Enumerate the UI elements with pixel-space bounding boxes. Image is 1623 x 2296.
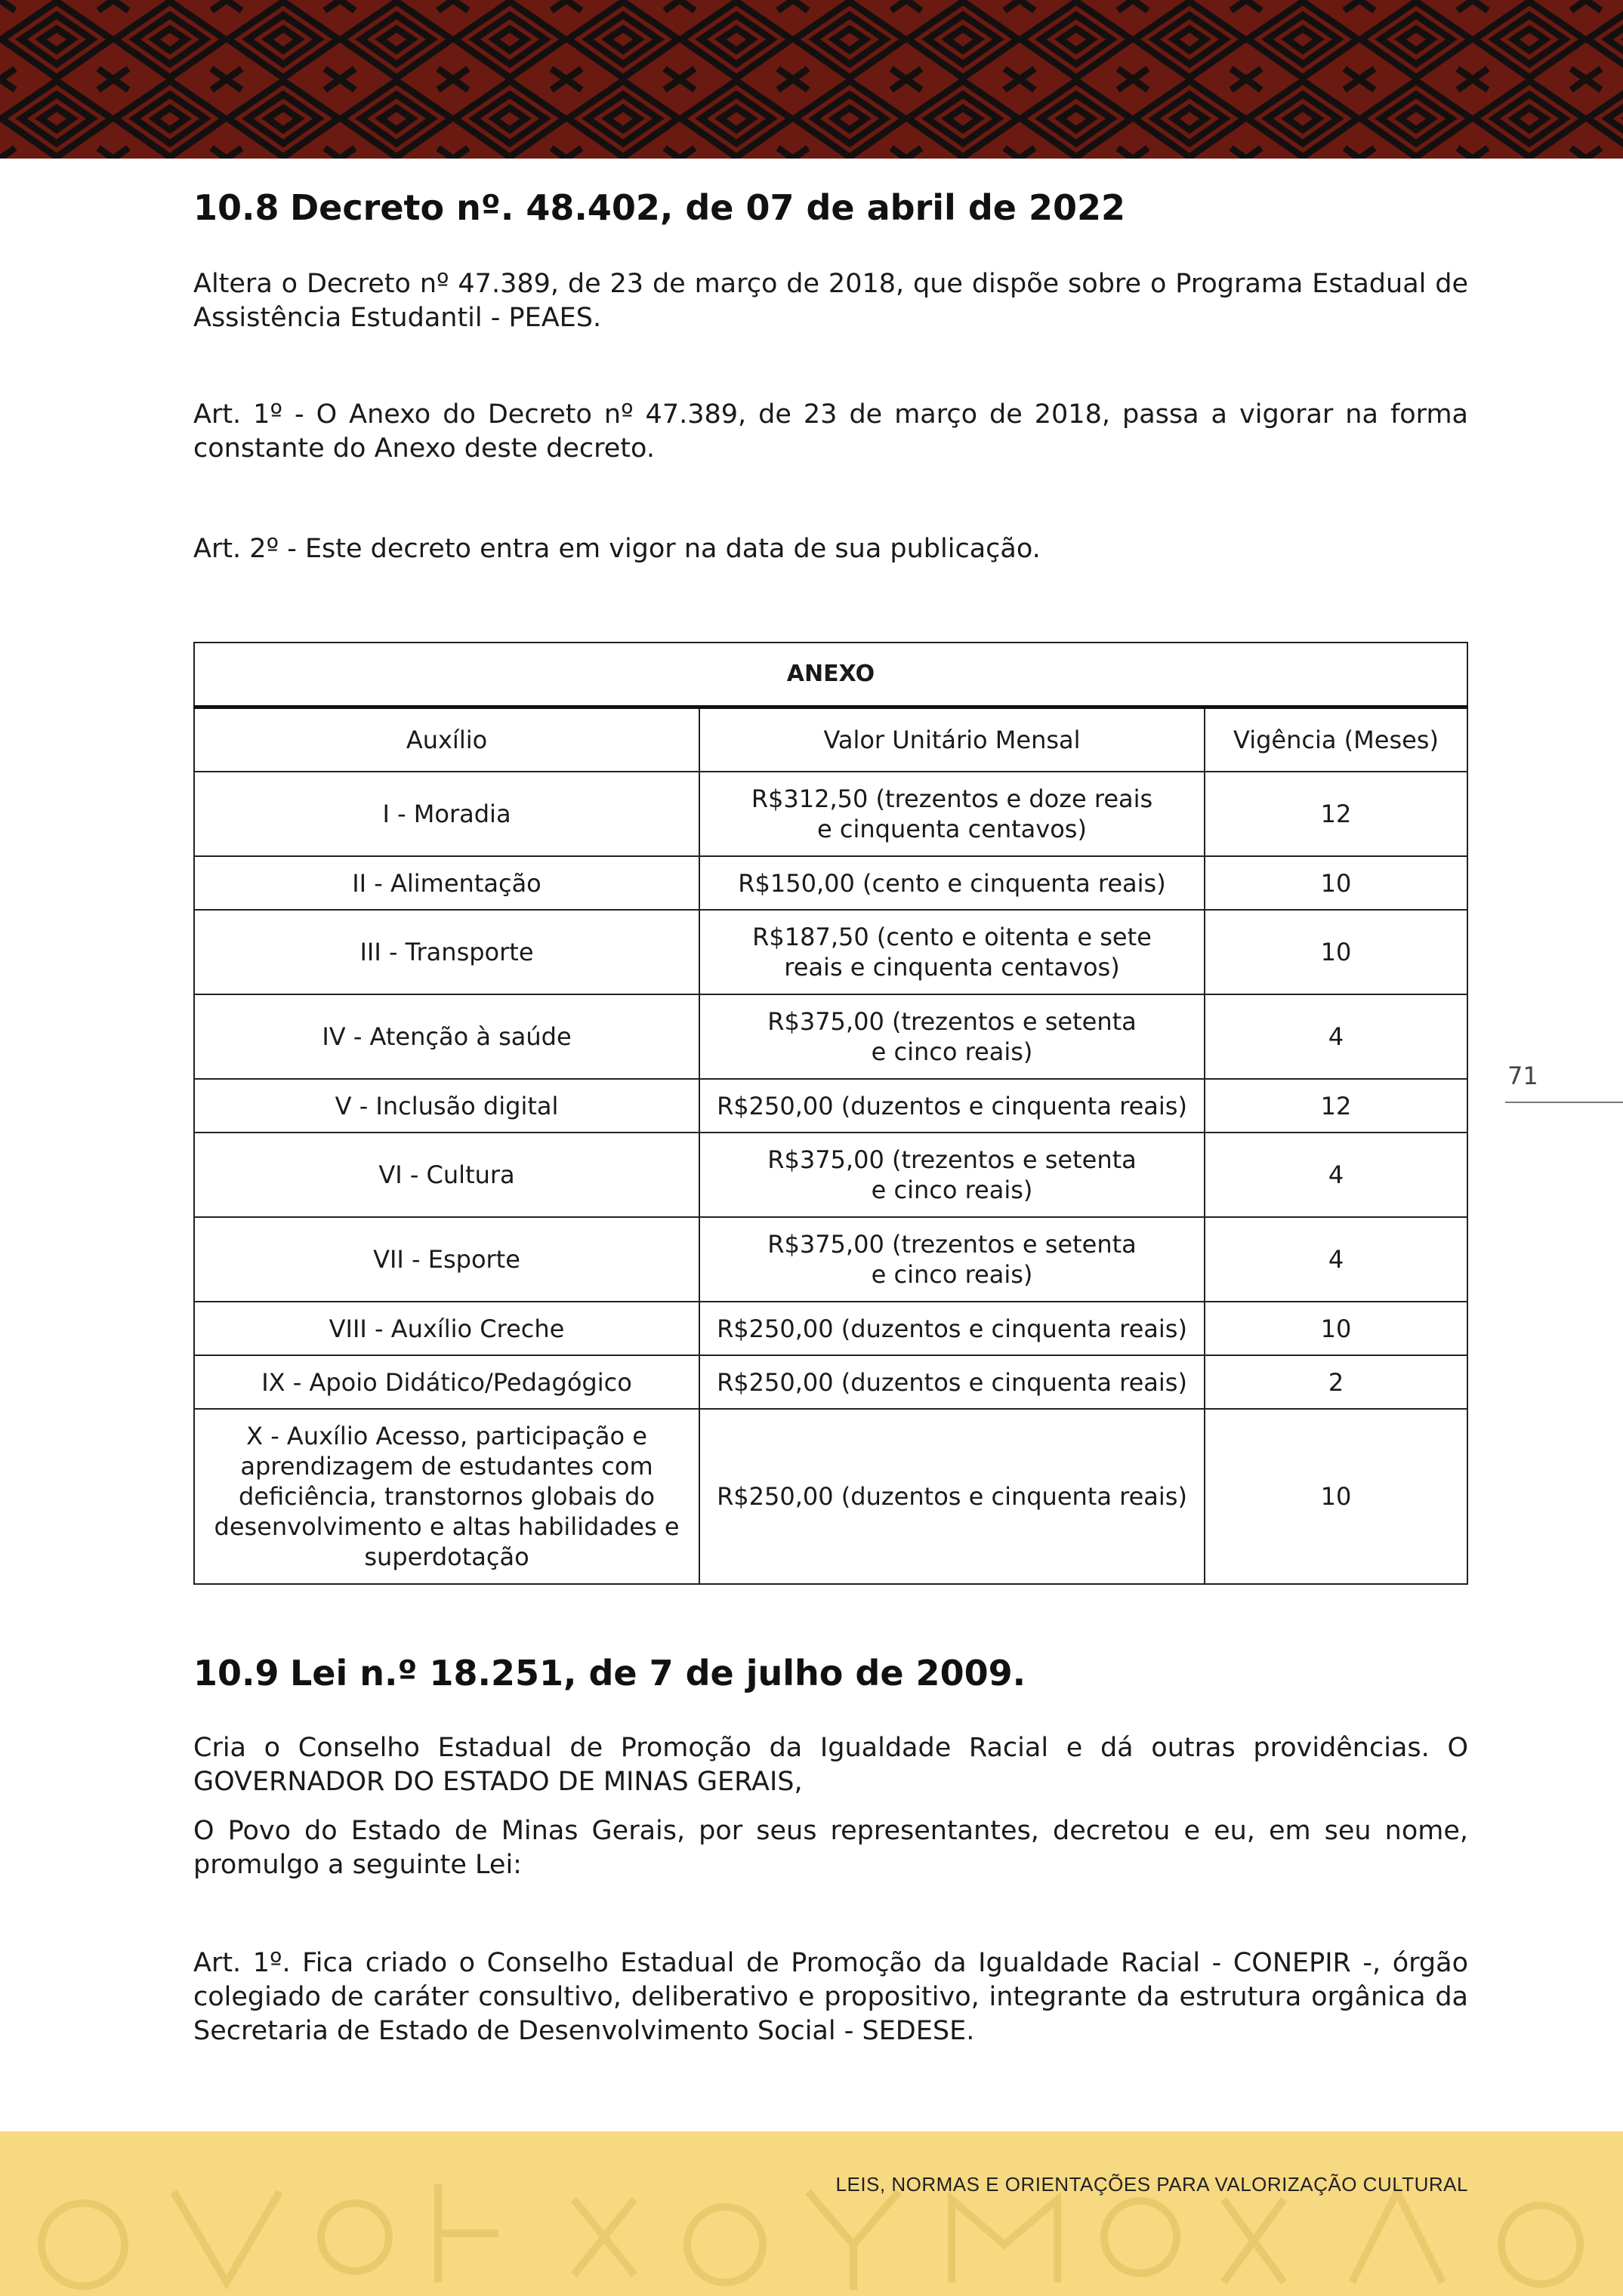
table-cell: R$312,50 (trezentos e doze reais e cinquenta centavos) [699,772,1205,856]
table-cell: IV - Atenção à saúde [194,994,699,1079]
table-cell: 4 [1205,1217,1467,1302]
table-cell: R$250,00 (duzentos e cinquenta reais) [699,1302,1205,1355]
decree-art-2: Art. 2º - Este decreto entra em vigor na data de sua publicação. [193,534,1041,564]
law-intro: Cria o Conselho Estadual de Promoção da Igualdade Racial e dá outras providências. O GOVERNADOR DO ESTADO DE MINAS GERAIS, [193,1733,1468,1797]
table-cell: IX - Apoio Didático/Pedagógico [194,1355,699,1409]
table-cell: R$250,00 (duzentos e cinquenta reais) [699,1409,1205,1584]
table-row [194,910,1467,994]
table-row [194,994,1467,1079]
table-cell: R$250,00 (duzentos e cinquenta reais) [699,1079,1205,1133]
table-cell: R$187,50 (cento e oitenta e sete reais e cinquenta centavos) [699,910,1205,994]
table-cell: X - Auxílio Acesso, participação e aprendizagem de estudantes com deficiência, transtornos globais do desenvolvimento e altas habilidades e superdotação [194,1409,699,1584]
decorative-header-pattern [0,0,1623,159]
table-row [194,772,1467,856]
law-promulgation: O Povo do Estado de Minas Gerais, por seus representantes, decretou e eu, em seu nome, promulgo a seguinte Lei: [193,1816,1468,1880]
table-cell: 10 [1205,1302,1467,1355]
table-cell: R$250,00 (duzentos e cinquenta reais) [699,1355,1205,1409]
table-row [194,1217,1467,1302]
annex-title: ANEXO [194,643,1467,707]
section-heading-10-9: 10.9 Lei n.º 18.251, de 7 de julho de 2009. [193,1653,1026,1693]
column-header: Auxílio [194,707,699,772]
table-cell: V - Inclusão digital [194,1079,699,1133]
table-cell: 12 [1205,772,1467,856]
page-number-rule [1505,1102,1623,1103]
table-cell: R$375,00 (trezentos e setenta e cinco reais) [699,1217,1205,1302]
footer-title: LEIS, NORMAS E ORIENTAÇÕES PARA VALORIZAÇÃO CULTURAL [835,2173,1468,2196]
table-row [194,1355,1467,1409]
table-cell: 12 [1205,1079,1467,1133]
table-cell: R$375,00 (trezentos e setenta e cinco reais) [699,1133,1205,1217]
section-heading-10-8: 10.8 Decreto nº. 48.402, de 07 de abril de 2022 [193,187,1125,228]
law-art-1: Art. 1º. Fica criado o Conselho Estadual de Promoção da Igualdade Racial - CONEPIR -, órgão colegiado de caráter consultivo, deliberativo e propositivo, integrante da estrutura orgânica da Secretaria de Estado de Desenvolvimento Social - SEDESE. [193,1948,1468,2046]
table-cell: R$375,00 (trezentos e setenta e cinco reais) [699,994,1205,1079]
table-cell: 10 [1205,1409,1467,1584]
column-header: Valor Unitário Mensal [699,707,1205,772]
table-row [194,1133,1467,1217]
column-header: Vigência (Meses) [1205,707,1467,772]
table-cell: VI - Cultura [194,1133,699,1217]
table-cell: 2 [1205,1355,1467,1409]
table-cell: R$150,00 (cento e cinquenta reais) [699,856,1205,910]
table-cell: I - Moradia [194,772,699,856]
page-number: 71 [1507,1062,1538,1090]
table-row [194,1079,1467,1133]
decree-intro: Altera o Decreto nº 47.389, de 23 de março de 2018, que dispõe sobre o Programa Estadual de Assistência Estudantil - PEAES. [193,269,1468,333]
table-cell: VIII - Auxílio Creche [194,1302,699,1355]
annex-table [193,642,1468,1585]
decree-art-1: Art. 1º - O Anexo do Decreto nº 47.389, de 23 de março de 2018, passa a vigorar na forma constante do Anexo deste decreto. [193,399,1468,464]
table-cell: 4 [1205,1133,1467,1217]
table-cell: III - Transporte [194,910,699,994]
table-cell: 10 [1205,910,1467,994]
table-row [194,1409,1467,1584]
decorative-footer-pattern [0,2131,1623,2296]
table-cell: 10 [1205,856,1467,910]
table-cell: VII - Esporte [194,1217,699,1302]
table-cell: 4 [1205,994,1467,1079]
table-cell: II - Alimentação [194,856,699,910]
table-row [194,856,1467,910]
table-row [194,1302,1467,1355]
